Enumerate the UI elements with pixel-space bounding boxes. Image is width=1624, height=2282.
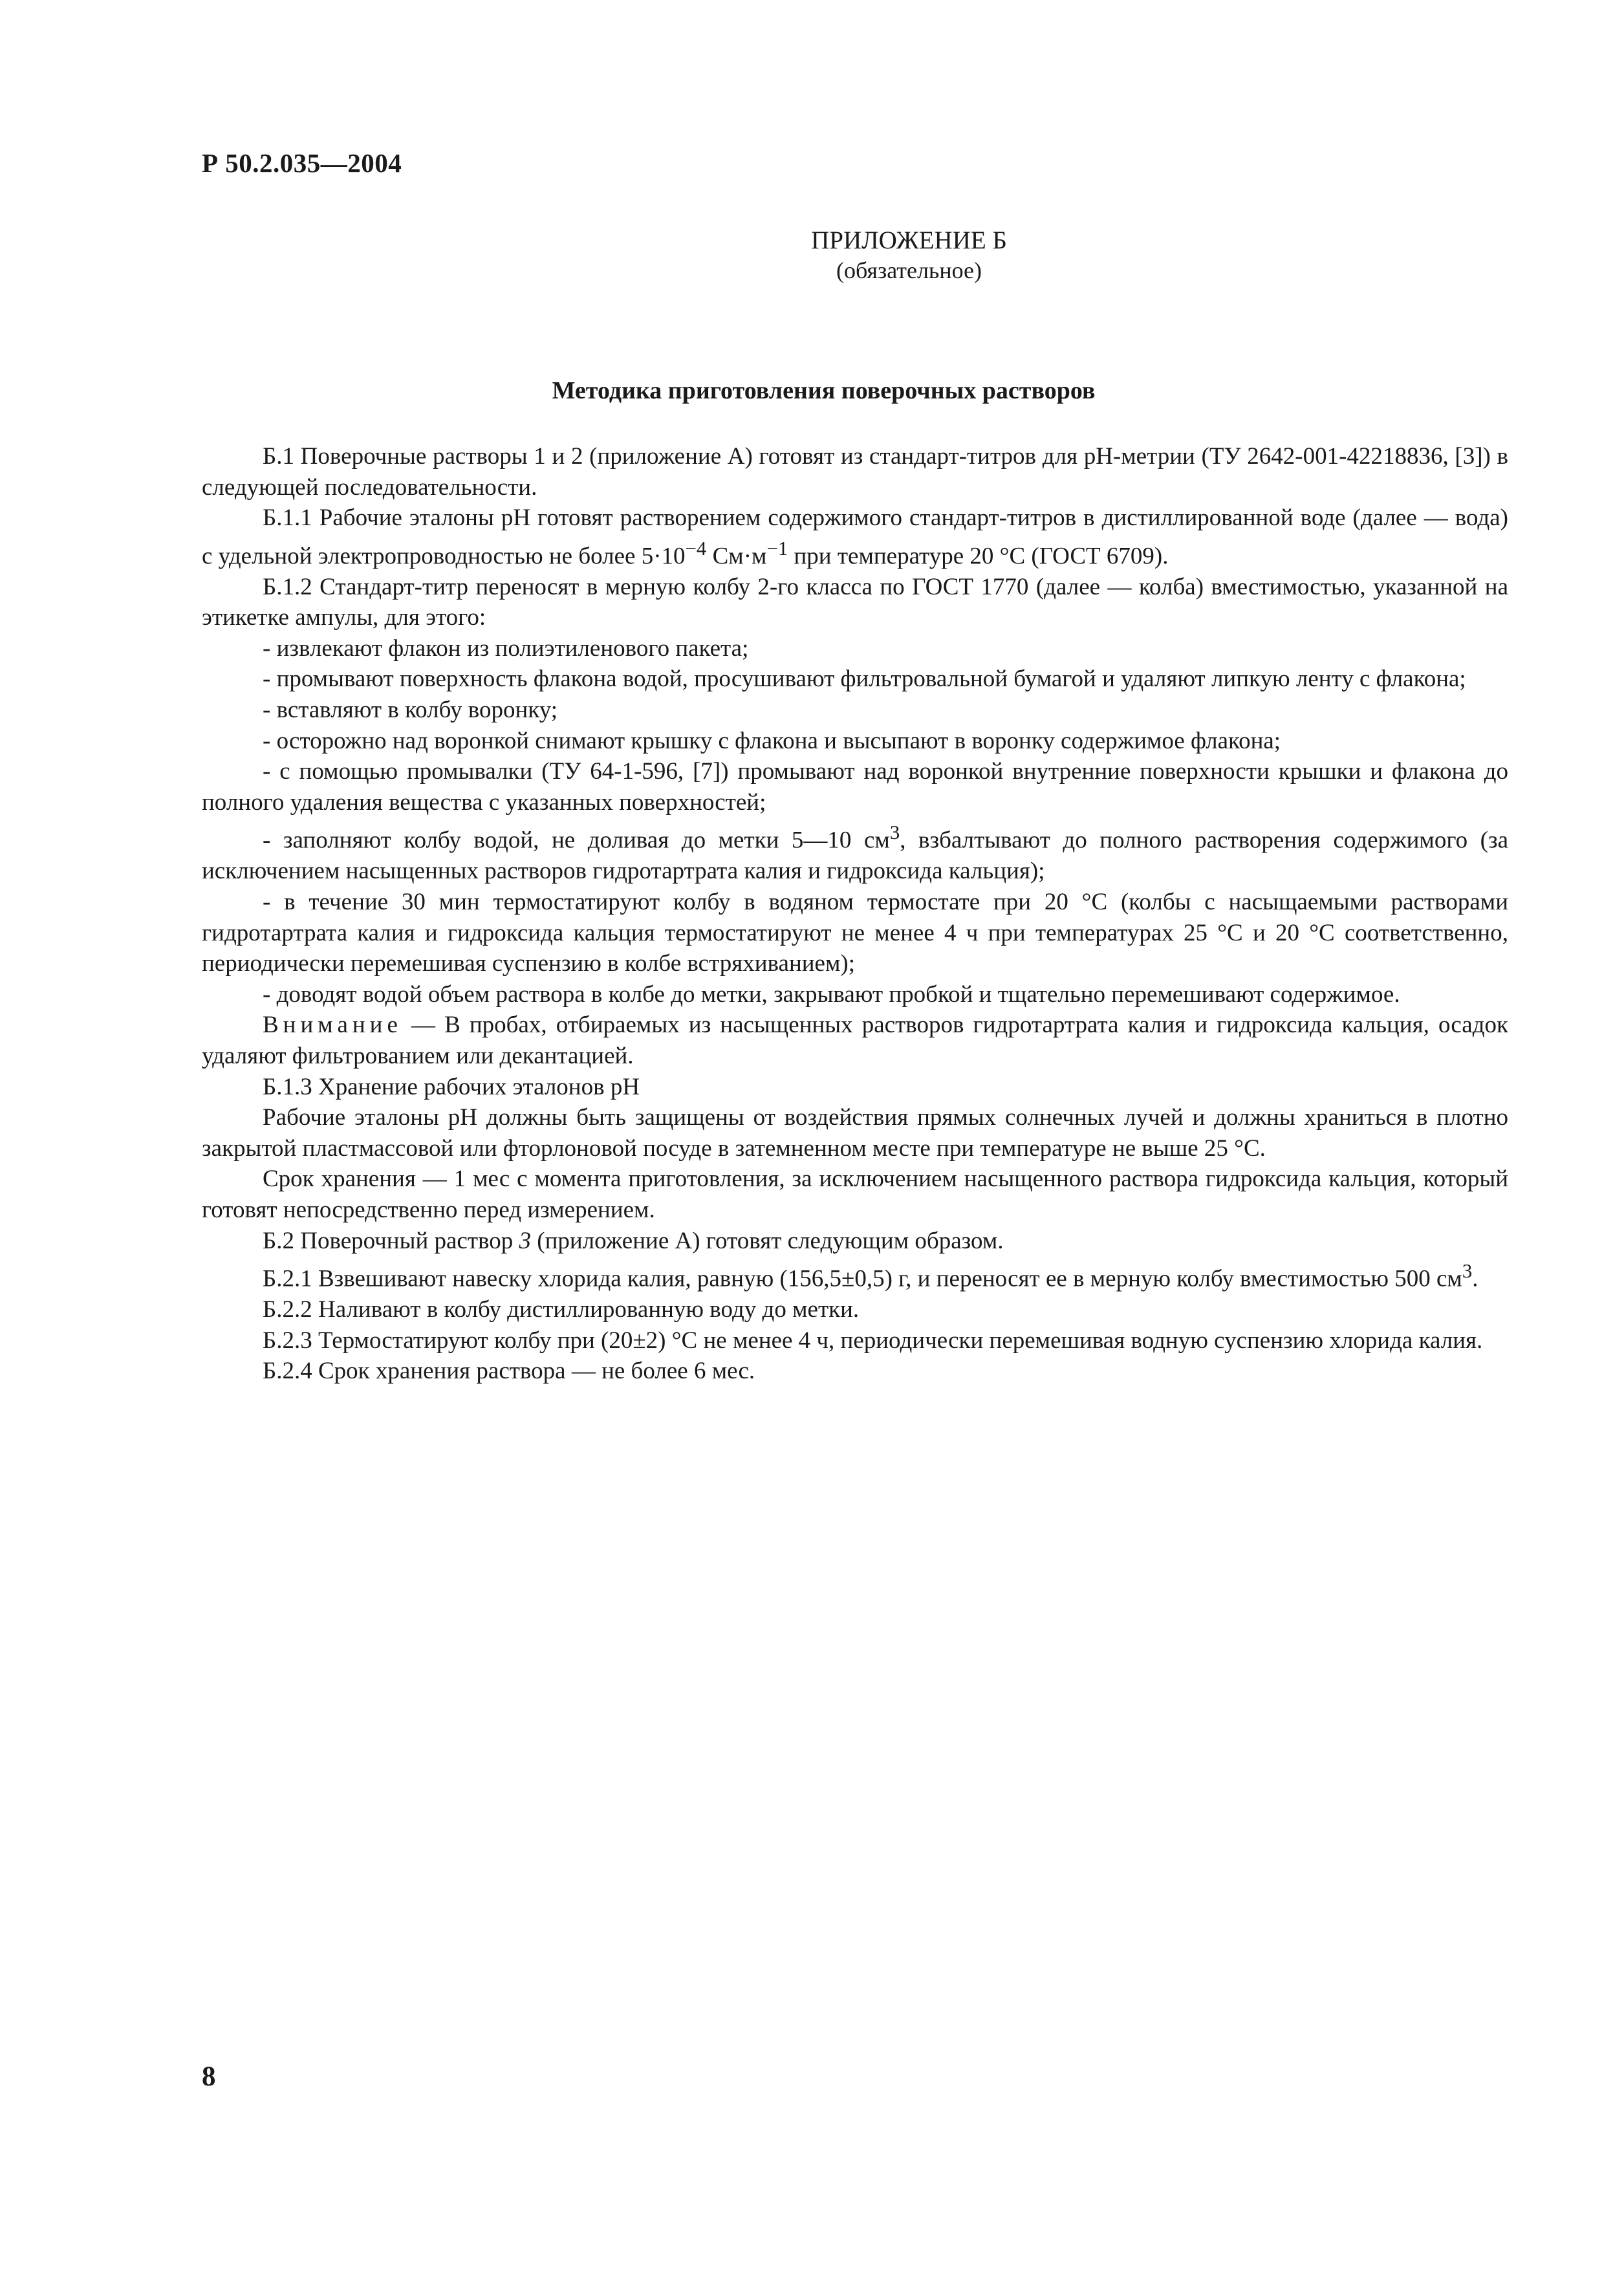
appendix-header: [0, 225, 1624, 285]
list-item: [202, 818, 1508, 887]
paragraph-text: Б.2 Поверочный раствор: [263, 1227, 519, 1254]
appendix-status: (обязательное): [836, 257, 982, 283]
paragraph-text: Б.2.1 Взвешивают навеску хлорида калия, равную (156,5±0,5) г, и переносят ее в мерную колбу вместимостью 500 см: [263, 1265, 1462, 1292]
paragraph-text: Б.1.1 Рабочие эталоны рН готовят растворением содержимого стандарт-титров в дистиллированной воде (далее — вода) с удельной электропроводностью не более 5·10: [202, 505, 1508, 570]
paragraph-b1: Б.1 Поверочные растворы 1 и 2 (приложение А) готовят из стандарт-титров для рН-метрии (ТУ 2642-001-42218836, [3]) в следующей последовательности.: [202, 443, 1508, 501]
page-number: 8: [202, 2061, 216, 2092]
attention-label: Внимание: [263, 1012, 402, 1039]
appendix-title: ПРИЛОЖЕНИЕ Б: [811, 226, 1007, 254]
paragraph-b1-1: [202, 503, 1508, 572]
superscript: 3: [889, 821, 900, 844]
paragraph-b2-4: Б.2.4 Срок хранения раствора — не более 6 мес.: [263, 1358, 755, 1385]
list-item: - в течение 30 мин термостатируют колбу в водяном термостате при 20 °С (колбы с насыщаемыми растворами гидротартрата калия и гидроксида кальция термостатируют не менее 4 ч при температурах 25 °С и 20 °С соответственно, периодически перемешивая суспензию в колбе встряхиванием);: [202, 888, 1508, 977]
list-item: - вставляют в колбу воронку;: [263, 697, 558, 724]
paragraph-b1-3: Б.1.3 Хранение рабочих эталонов рН: [263, 1073, 640, 1100]
document-code: Р 50.2.035—2004: [202, 148, 402, 178]
paragraph-text: при температуре 20 °С (ГОСТ 6709).: [788, 543, 1169, 570]
document-body: [202, 441, 1508, 1387]
paragraph-storage-period: Срок хранения — 1 мес с момента приготовления, за исключением насыщенного раствора гидроксида кальция, который готовят непосредственно перед измерением.: [202, 1166, 1508, 1223]
paragraph-text: (приложение А) готовят следующим образом.: [531, 1227, 1004, 1254]
superscript: −4: [685, 537, 707, 560]
solution-number: 3: [519, 1227, 531, 1254]
paragraph-text: См·м: [706, 543, 767, 570]
paragraph-text: .: [1472, 1265, 1478, 1292]
superscript: −1: [766, 537, 788, 560]
list-item-text: , взбалтывают до полного растворения содержимого (за исключением насыщенных растворов гидротартрата калия и гидроксида кальция);: [202, 827, 1508, 885]
list-item-text: - заполняют колбу водой, не доливая до метки 5—10 см: [263, 827, 890, 854]
paragraph-storage-conditions: Рабочие эталоны рН должны быть защищены от воздействия прямых солнечных лучей и должны храниться в плотно закрытой пластмассовой или фторлоновой посуде в затемненном месте при температуре не выше 25 °С.: [202, 1104, 1508, 1162]
paragraph-b2-2: Б.2.2 Наливают в колбу дистиллированную воду до метки.: [263, 1296, 860, 1323]
attention-note: [202, 1010, 1508, 1071]
section-heading: Методика приготовления поверочных растворов: [552, 377, 1096, 404]
list-item: - осторожно над воронкой снимают крышку с флакона и высыпают в воронку содержимое флакона;: [263, 727, 1281, 754]
paragraph-b2-3: Б.2.3 Термостатируют колбу при (20±2) °С не менее 4 ч, периодически перемешивая водную суспензию хлорида калия.: [263, 1327, 1483, 1354]
list-item: - промывают поверхность флакона водой, просушивают фильтровальной бумагой и удаляют липкую ленту с флакона;: [263, 666, 1466, 693]
list-item: - с помощью промывалки (ТУ 64-1-596, [7]) промывают над воронкой внутренние поверхности крышки и флакона до полного удаления вещества с указанных поверхностей;: [202, 758, 1508, 816]
paragraph-b1-2: Б.1.2 Стандарт-титр переносят в мерную колбу 2-го класса по ГОСТ 1770 (далее — колба) вместимостью, указанной на этикетке ампулы, для этого:: [202, 573, 1508, 631]
list-item: - доводят водой объем раствора в колбе до метки, закрывают пробкой и тщательно перемешивают содержимое.: [263, 981, 1400, 1008]
superscript: 3: [1462, 1260, 1473, 1283]
attention-text: — В пробах, отбираемых из насыщенных растворов гидротартрата калия и гидроксида кальция, осадок удаляют фильтрованием или декантацией.: [202, 1012, 1508, 1069]
list-item: - извлекают флакон из полиэтиленового пакета;: [263, 635, 749, 662]
paragraph-b2-1: [202, 1256, 1508, 1294]
paragraph-b2: [202, 1226, 1508, 1257]
